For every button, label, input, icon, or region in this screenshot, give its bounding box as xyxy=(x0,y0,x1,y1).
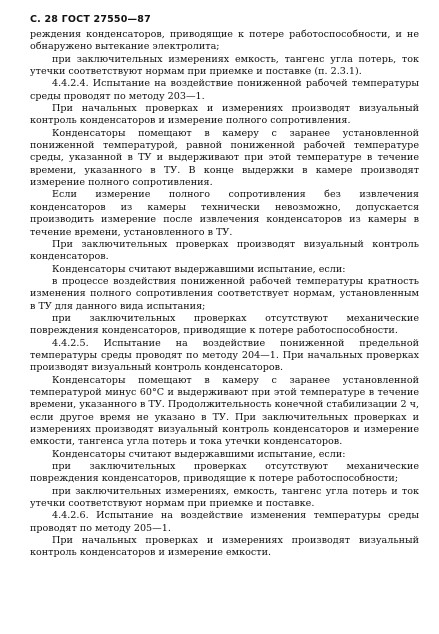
paragraph: 4.4.2.5. Испытание на воздействие пониженной предельной температуры среды проводят по методу 204—1. При начальных проверках производят визуальный контроль конденсаторов. xyxy=(30,337,419,374)
paragraph: в процессе воздействия пониженной рабочей температуры кратность изменения полного сопротивления соответствует нормам, установленным в ТУ для данного вида испытания; xyxy=(30,275,419,312)
paragraph: Конденсаторы считают выдержавшими испытание, если: xyxy=(52,448,346,460)
paragraph: Если измерение полного сопротивления без извлечения конденсаторов из камеры технически невозможно, допускается производить измерение после извлечения конденсаторов из камеры в течение времени, установленного в ТУ. xyxy=(30,189,419,238)
document-body xyxy=(30,29,419,560)
paragraph: 4.4.2.6. Испытание на воздействие изменения температуры среды проводят по методу 205—1. xyxy=(30,510,419,534)
paragraph: При заключительных проверках производят визуальный контроль конденсаторов. xyxy=(30,238,419,263)
paragraph: реждения конденсаторов, приводящие к потере работоспособности, и не обнаружено вытекание электролита; xyxy=(30,29,419,53)
paragraph: Конденсаторы помещают в камеру с заранее установленной температурой минус 60°С и выдерживают при этой температуре в течение времени, указанного в ТУ. Продолжительность конечной стабилизации 2 ч, если другое время не указано в ТУ. При заключительных проверках и измерениях производят визуальный контроль конденсаторов и измерение емкости, тангенса угла потерь и тока утечки конденсаторов. xyxy=(30,374,419,448)
paragraph: при заключительных проверках отсутствуют механические повреждения конденсаторов, приводящие к потере работоспособности; xyxy=(30,461,419,485)
paragraph: при заключительных измерениях емкость, тангенс угла потерь, ток утечки соответствуют нормам при приемке и поставке (п. 2.3.1). xyxy=(30,53,419,78)
paragraph: 4.4.2.4. Испытание на воздействие пониженной рабочей температуры среды проводят по методу 203—1. xyxy=(30,78,419,102)
page-header: С. 28 ГОСТ 27550—87 xyxy=(30,14,151,25)
paragraph: при заключительных измерениях, емкость, тангенс угла потерь и ток утечки соответствуют нормам при приемке и поставке. xyxy=(30,485,419,510)
document-page xyxy=(30,14,419,624)
paragraph: При начальных проверках и измерениях производят визуальный контроль конденсаторов и измерение емкости. xyxy=(30,535,419,559)
paragraph: Конденсаторы считают выдержавшими испытание, если: xyxy=(52,263,346,275)
paragraph: Конденсаторы помещают в камеру с заранее установленной пониженной температурой, равной пониженной рабочей температуре среды, указанной в ТУ и выдерживают при этой температуре в течение времени, указанного в ТУ. В конце выдержки в камере производят измерение полного сопротивления. xyxy=(30,127,419,189)
paragraph: при заключительных проверках отсутствуют механические повреждения конденсаторов, приводящие к потере работоспособности. xyxy=(30,312,419,337)
paragraph: При начальных проверках и измерениях производят визуальный контроль конденсаторов и измерение полного сопротивления. xyxy=(30,103,419,127)
